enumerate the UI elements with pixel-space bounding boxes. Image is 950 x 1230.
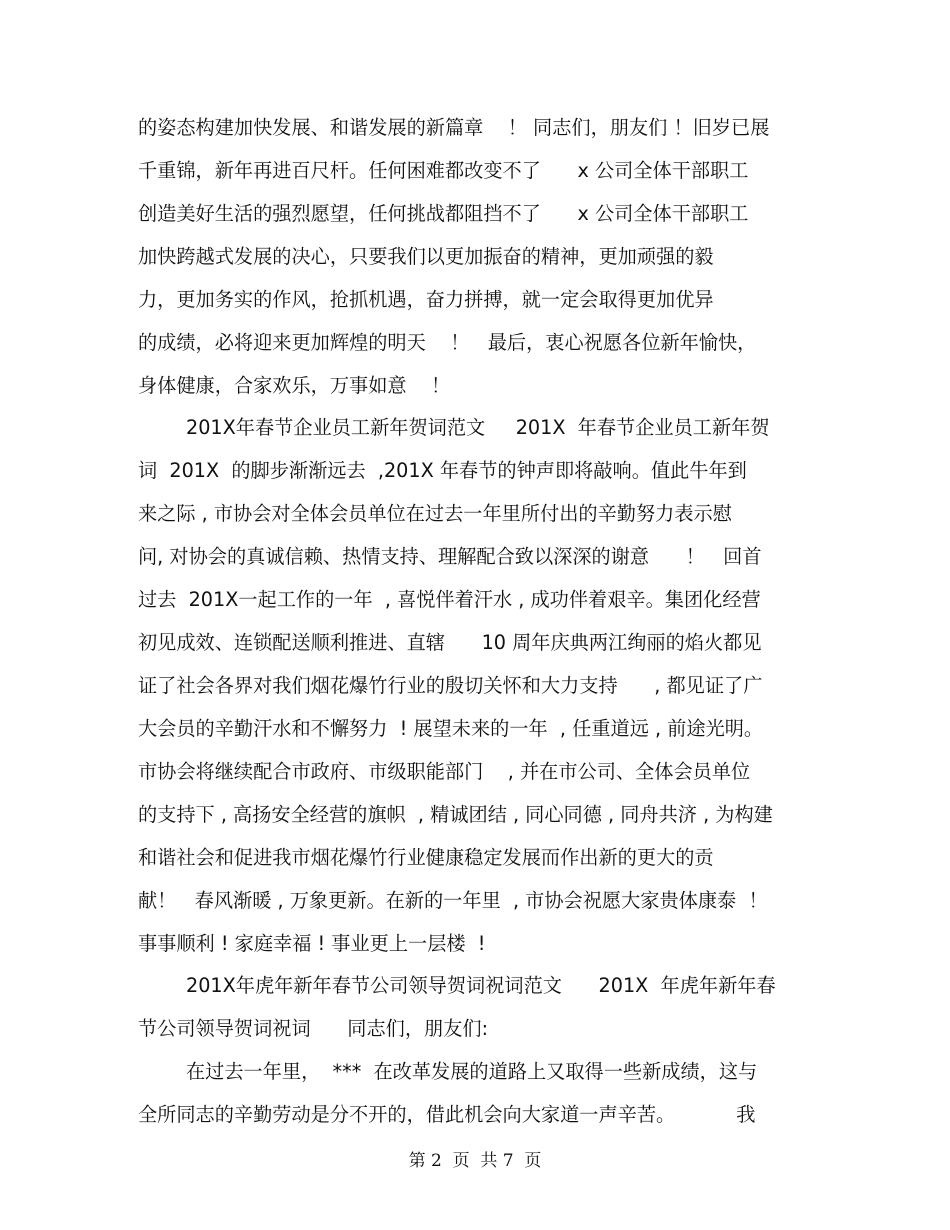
body-text-line: 词 201X 的脚步渐渐远去 ,201X 年春节的钟声即将敲响。值此牛年到: [138, 459, 747, 482]
body-text-line: 的支持下 , 高扬安全经营的旗帜 , 精诚团结 , 同心同德 , 同舟共济 , 为构建: [138, 803, 773, 826]
body-text-line: 节公司领导贺词祝词 同志们，朋友们:: [138, 1017, 489, 1040]
body-text-line: 千重锦，新年再进百尺杆。任何困难都改变不了 x 公司全体干部职工: [138, 159, 749, 182]
paragraph-start-line: 201X年虎年新年春节公司领导贺词祝词范文 201X 年虎年新年春: [186, 974, 776, 997]
body-text-line: 市协会将继续配合市政府、市级职能部门 , 并在市公司、全体会员单位: [138, 760, 751, 783]
body-text-line: 全所同志的辛勤劳动是分不开的，借此机会向大家道一声辛苦。 我: [138, 1103, 756, 1126]
paragraph-start-line: 在过去一年里， *** 在改革发展的道路上又取得一些新成绩，这与: [186, 1060, 758, 1083]
body-text-line: 身体健康，合家欢乐，万事如意 ！: [138, 374, 451, 397]
body-text-line: 的姿态构建加快发展、和谐发展的新篇章 ！ 同志们，朋友们 ！旧岁已展: [138, 116, 770, 139]
body-text-line: 的成绩，必将迎来更加辉煌的明天 ！ 最后，衷心祝愿各位新年愉快，: [138, 331, 757, 354]
body-text-line: 加快跨越式发展的决心，只要我们以更加振奋的精神，更加顽强的毅: [138, 245, 714, 268]
body-text-line: 和谐社会和促进我市烟花爆竹行业健康稳定发展而作出新的更大的贡: [138, 846, 714, 869]
body-text-line: 证了社会各界对我们烟花爆竹行业的殷切关怀和大力支持 , 都见证了广: [138, 674, 763, 697]
body-text-line: 献！ 春风渐暖 , 万象更新。在新的一年里 , 市协会祝愿大家贵体康泰 ！: [138, 889, 768, 912]
body-text-line: 事事顺利 ! 家庭幸福 ! 事业更上一层楼 !: [138, 932, 486, 955]
body-text-line: 初见成效、连锁配送顺利推进、直辖 10 周年庆典两江绚丽的焰火都见: [138, 631, 762, 654]
body-text-line: 大会员的辛勤汗水和不懈努力 ! 展望未来的一年 , 任重道远 , 前途光明。: [138, 717, 764, 740]
body-text-line: 力，更加务实的作风，抢抓机遇，奋力拼搏，就一定会取得更加优异: [138, 288, 714, 311]
body-text-line: 来之际 , 市协会对全体会员单位在过去一年里所付出的辛勤努力表示慰: [138, 502, 732, 525]
page-number-footer: 第 2 页 共 7 页: [408, 1151, 542, 1171]
paragraph-start-line: 201X年春节企业员工新年贺词范文 201X 年春节企业员工新年贺: [186, 416, 770, 439]
body-text-line: 问, 对协会的真诚信赖、热情支持、理解配合致以深深的谢意 ！ 回首: [138, 545, 762, 568]
body-text-line: 过去 201X一起工作的一年 , 喜悦伴着汗水 , 成功伴着艰辛。集团化经营: [138, 588, 761, 611]
body-text-line: 创造美好生活的强烈愿望，任何挑战都阻挡不了 x 公司全体干部职工: [138, 202, 749, 225]
